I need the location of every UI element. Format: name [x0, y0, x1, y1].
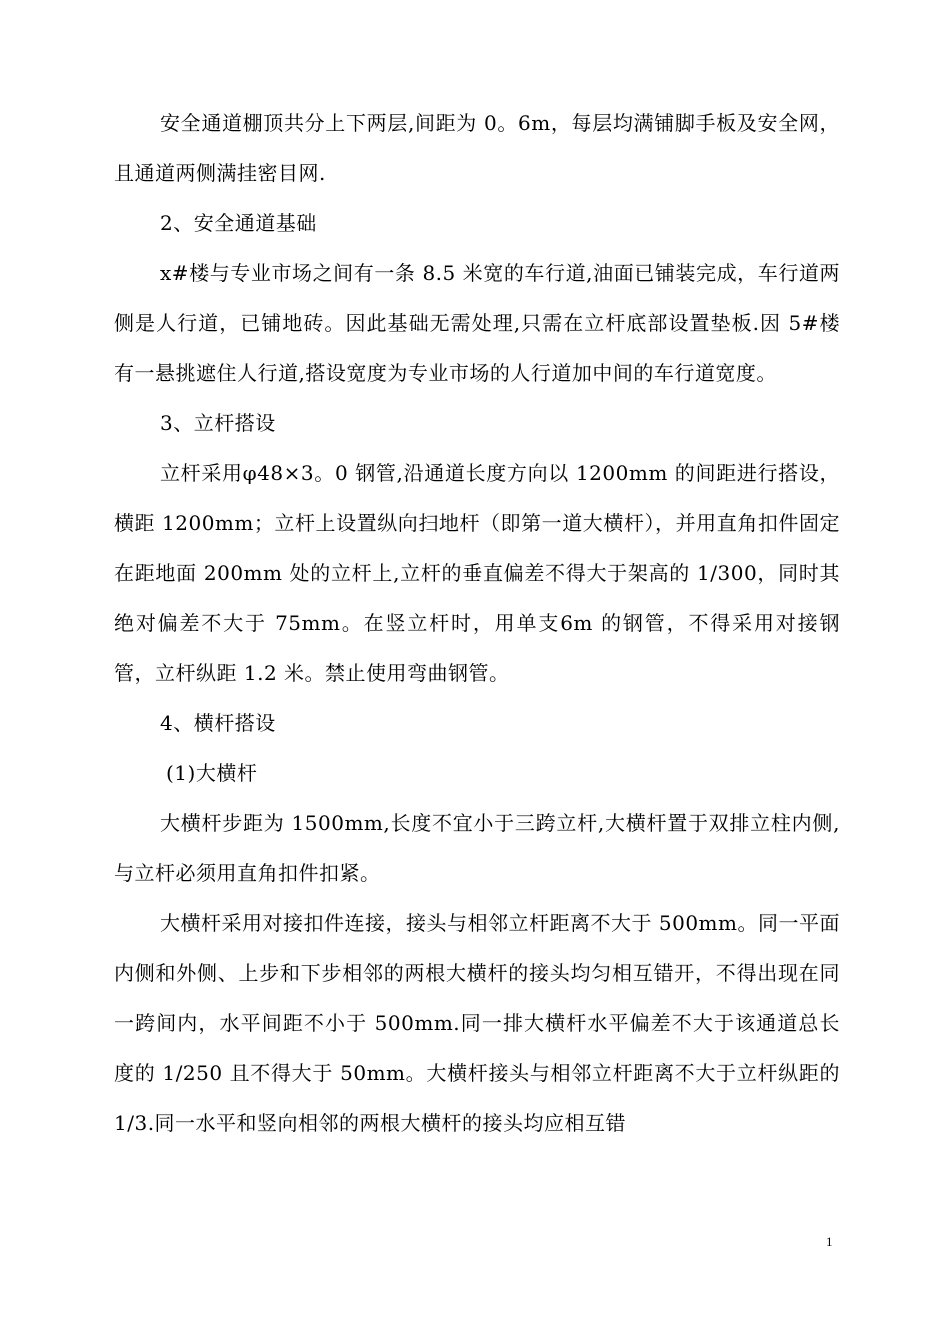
subheading-large-bar: (1)大横杆 — [166, 761, 258, 785]
heading-foundation: 2、安全通道基础 — [160, 211, 317, 235]
page-number: 1 — [826, 1234, 833, 1249]
paragraph-canopy: 安全通道棚顶共分上下两层,间距为 0。6m，每层均满铺脚手板及安全网，且通道两侧满挂密目网. — [114, 111, 840, 185]
document-body — [114, 98, 840, 1148]
heading-upright-poles: 3、立杆搭设 — [160, 411, 276, 435]
paragraph-upright-poles: 立杆采用φ48×3。0 钢管,沿通道长度方向以 1200mm 的间距进行搭设，横距 1200mm；立杆上设置纵向扫地杆（即第一道大横杆），并用直角扣件固定在距地面 200mm 处的立杆上,立杆的垂直偏差不得大于架高的 1/300，同时其绝对偏差不大于 75mm。在竖立杆时，用单支6m 的钢管，不得采用对接钢管，立杆纵距 1.2 米。禁止使用弯曲钢管。 — [114, 461, 840, 685]
heading-horizontal-bars: 4、横杆搭设 — [160, 711, 276, 735]
paragraph-large-bar-spacing: 大横杆步距为 1500mm,长度不宜小于三跨立杆,大横杆置于双排立柱内侧,与立杆必须用直角扣件扣紧。 — [114, 811, 840, 885]
paragraph-large-bar-joints: 大横杆采用对接扣件连接，接头与相邻立杆距离不大于 500mm。同一平面内侧和外侧、上步和下步相邻的两根大横杆的接头均匀相互错开，不得出现在同一跨间内，水平间距不小于 500mm.同一排大横杆水平偏差不大于该通道总长度的 1/250 且不得大于 50mm。大横杆接头与相邻立杆距离不大于立杆纵距的 1/3.同一水平和竖向相邻的两根大横杆的接头均应相互错 — [114, 911, 840, 1135]
paragraph-foundation: x#楼与专业市场之间有一条 8.5 米宽的车行道,油面已铺装完成，车行道两侧是人行道，已铺地砖。因此基础无需处理,只需在立杆底部设置垫板.因 5#楼有一悬挑遮住人行道,搭设宽度为专业市场的人行道加中间的车行道宽度。 — [114, 261, 840, 385]
